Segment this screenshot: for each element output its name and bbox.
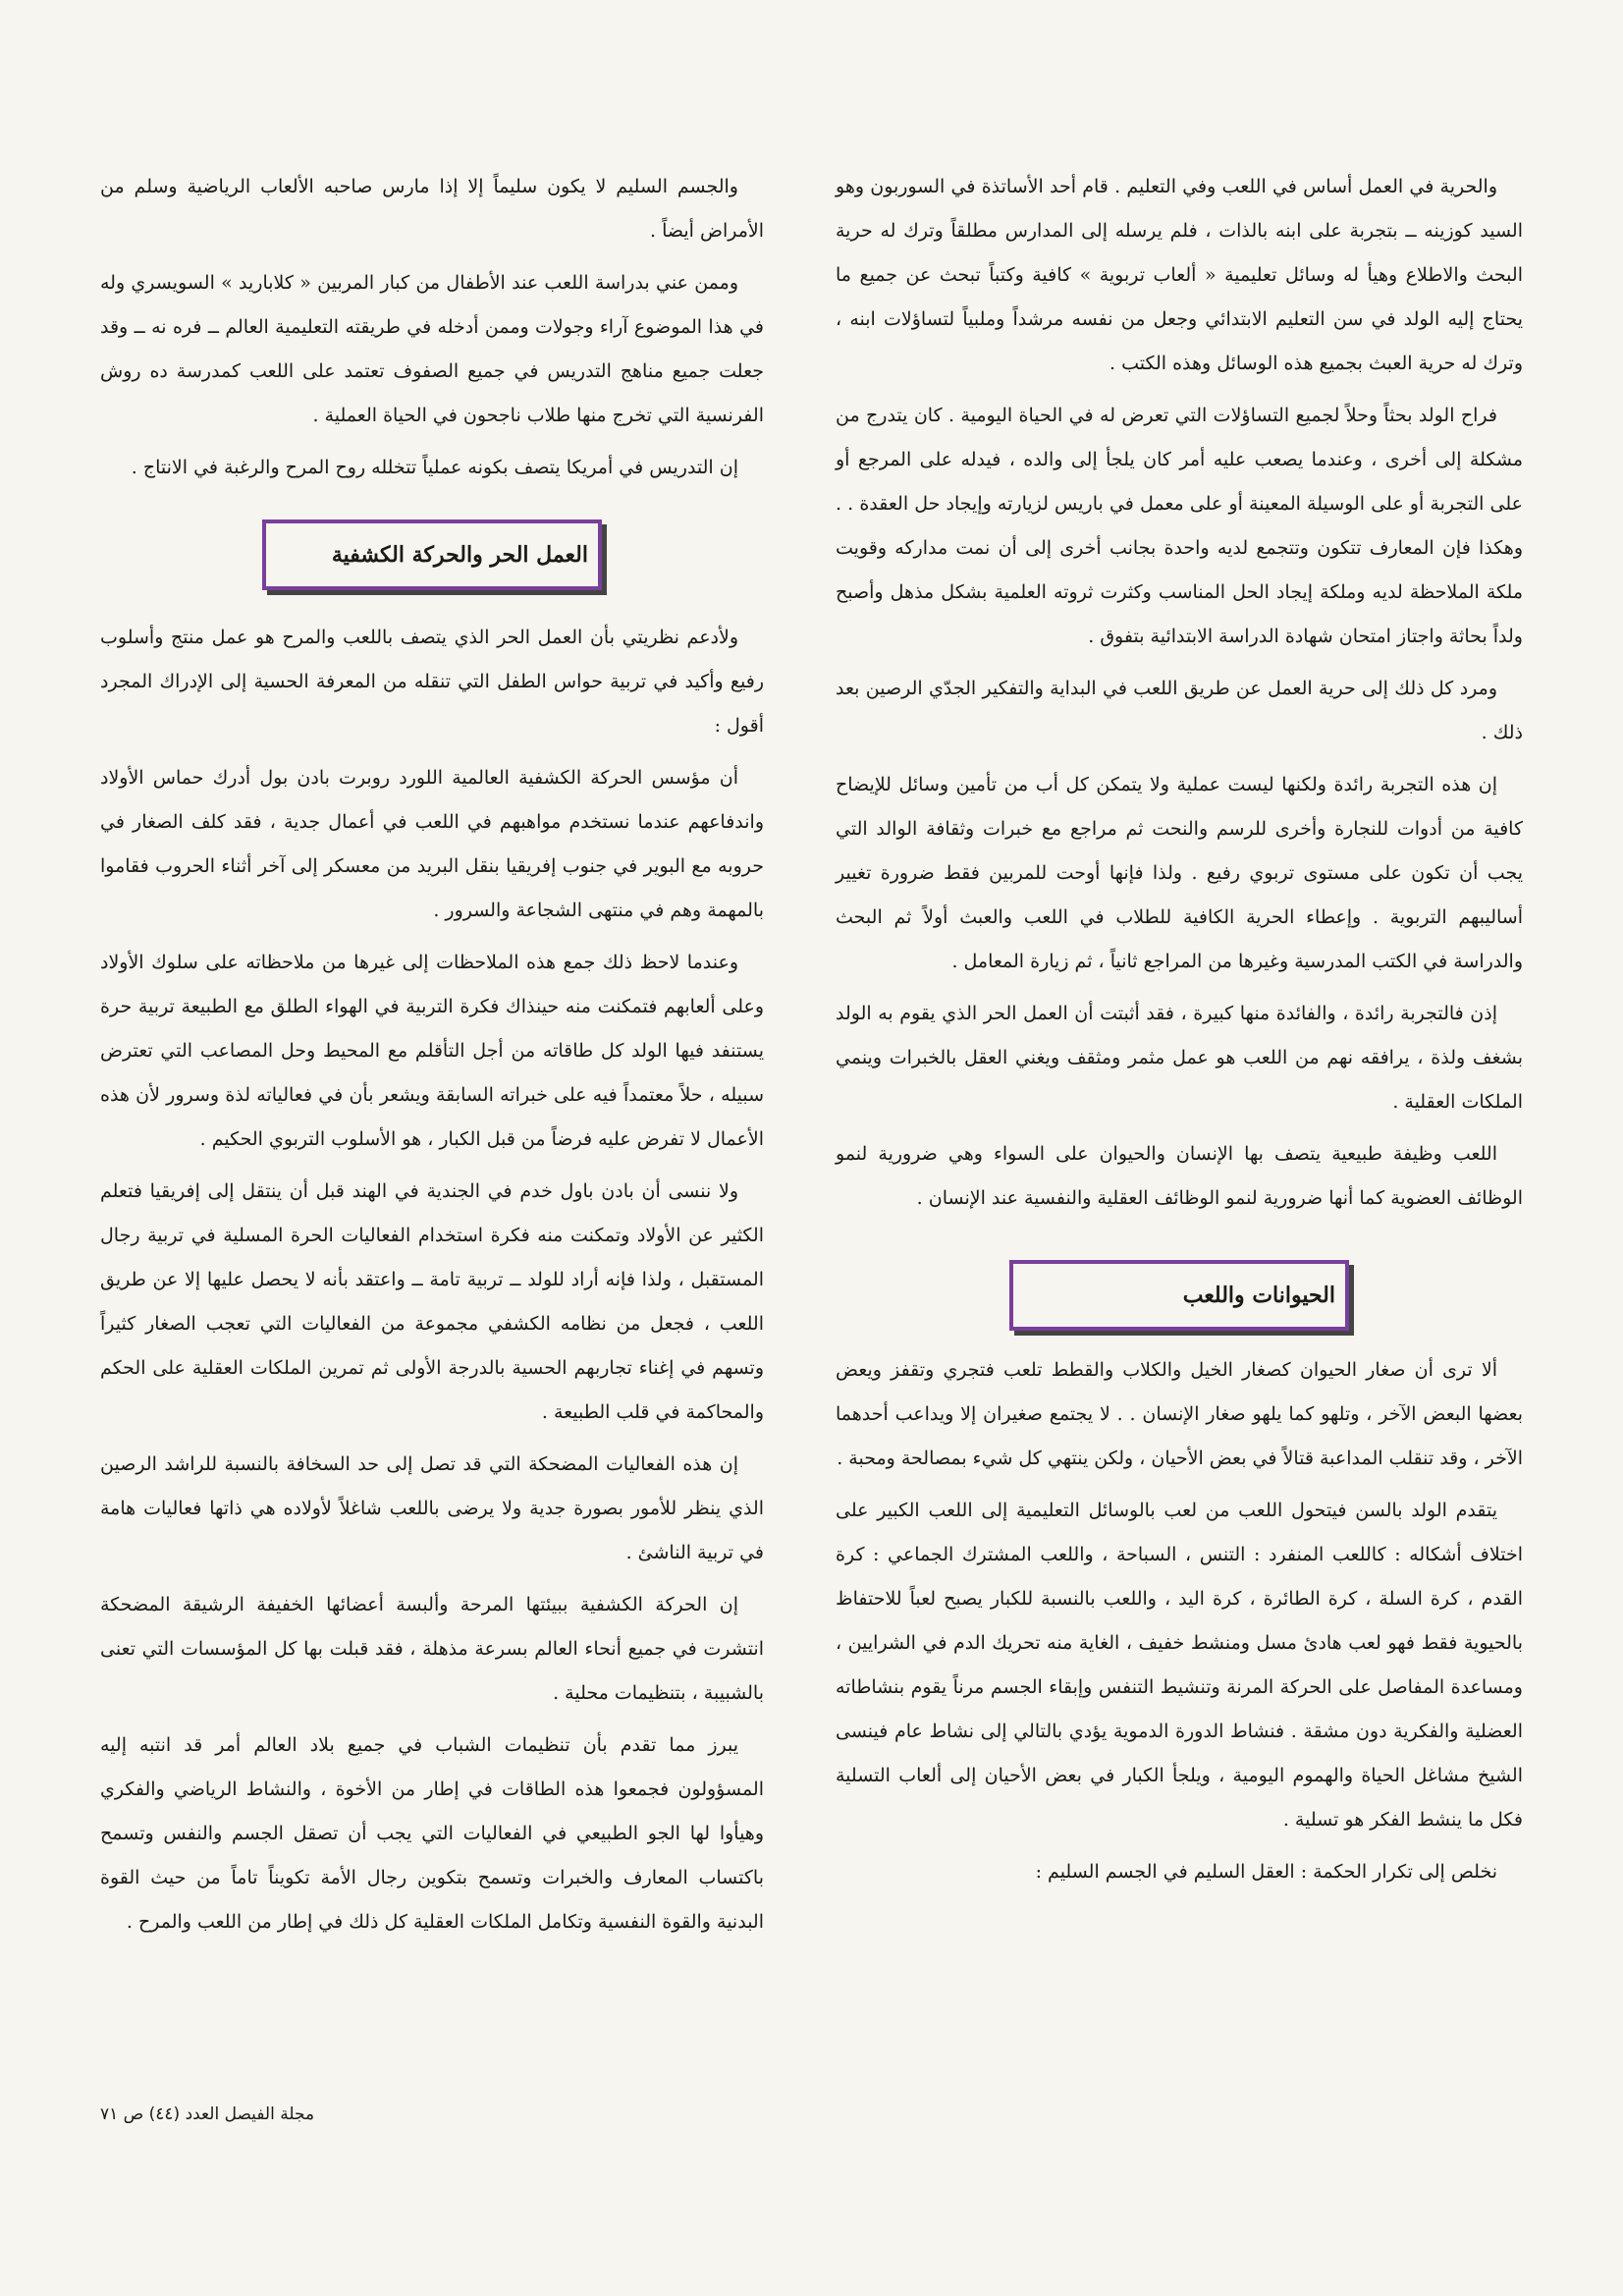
paragraph: وممن عني بدراسة اللعب عند الأطفال من كبار المربين « كلاباريد » السويسري وله في هذا الموضوع آراء وجولات وممن أدخله في طريقته التعليمية العالم ــ فره نه ــ وقد جعلت جميع مناهج التدريس في جميع الصفوف تعتمد على اللعب كمدرسة ده روش الفرنسية التي تخرج منها طلاب ناجحون في الحياة العملية . [100,272,764,426]
section-heading-animals-and-play: الحيوانات واللعب [1009,1260,1349,1331]
paragraph: نخلص إلى تكرار الحكمة : العقل السليم في الجسم السليم : [1035,1861,1497,1883]
paragraph: والجسم السليم لا يكون سليماً إلا إذا مارس صاحبه الألعاب الرياضية وسلم من الأمراض أيضاً . [100,176,764,242]
left-column [100,165,764,1952]
paragraph: ولأدعم نظريتي بأن العمل الحر الذي يتصف باللعب والمرح هو عمل منتج وأسلوب رفيع وأكيد في تربية حواس الطفل التي تنقله من المعرفة الحسية إلى الإدراك المجرد أقول : [100,627,764,737]
paragraph: ألا ترى أن صغار الحيوان كصغار الخيل والكلاب والقطط تلعب فتجري وتقفز ويعض بعضها البعض الآخر ، وتلهو كما يلهو صغار الإنسان . . لا يجتمع صغيران إلا ويداعب أحدهما الآخر ، وقد تنقلب المداعبة قتالاً في بعض الأحيان ، ولكن ينتهي كل شيء بمصالحة ومحبة . [836,1359,1523,1469]
section-heading-free-work-scouting: العمل الحر والحركة الكشفية [262,519,602,590]
paragraph: فراح الولد بحثاً وحلاً لجميع التساؤلات التي تعرض له في الحياة اليومية . كان يتدرج من مشكلة إلى أخرى ، وعندما يصعب عليه أمر كان يلجأ إلى والده ، فيدله على المرجع أو على التجربة أو على الوسيلة المعينة أو على معمل في باريس لزيارته وإيجاد حل العقدة . . وهكذا فإن المعارف تتكون وتتجمع لديه واحدة بجانب أخرى إلى أن نمت مداركه وقويت ملكة الملاحظة لديه وملكة إيجاد الحل المناسب وكثرت ثروته العلمية بشكل مذهل وأصبح ولداً بحاثة واجتاز امتحان شهادة الدراسة الابتدائية بتفوق . [836,405,1523,647]
paragraph: والحرية في العمل أساس في اللعب وفي التعليم . قام أحد الأساتذة في السوربون وهو السيد كوزينه ــ بتجربة على ابنه بالذات ، فلم يرسله إلى المدارس مطلقاً وترك له حرية البحث والاطلاع وهيأ له وسائل تعليمية « ألعاب تربوية » كافية وكتباً تبحث عن جميع ما يحتاج إليه الولد في سن التعليم الابتدائي وجعل من نفسه مرشداً وملبياً لتساؤلات ابنه ، وترك له حرية العبث بجميع هذه الوسائل وهذه الكتب . [836,176,1523,374]
right-column [836,165,1523,1902]
page-footer: مجلة الفيصل العدد (٤٤) ص ٧١ [100,2105,315,2124]
paragraph: يبرز مما تقدم بأن تنظيمات الشباب في جميع بلاد العالم أمر قد انتبه إليه المسؤولون فجمعوا هذه الطاقات في إطار من الأخوة ، والنشاط الرياضي والفكري وهيأوا لها الجو الطبيعي في الفعاليات التي يجب أن تصقل الجسم والنفس وتسمح باكتساب المعارف والخبرات وتسمح بتكوين رجال الأمة تكويناً تاماً من حيث القوة البدنية والقوة النفسية وتكامل الملكات العقلية كل ذلك في إطار من اللعب والمرح . [100,1734,764,1933]
paragraph: أن مؤسس الحركة الكشفية العالمية اللورد روبرت بادن بول أدرك حماس الأولاد واندفاعهم عندما نستخدم مواهبهم في اللعب في أعمال جدية ، فقد كلف الصغار في حروبه مع البوير في جنوب إفريقيا بنقل البريد من معسكر إلى آخر أثناء الحروب فقاموا بالمهمة وهم في منتهى الشجاعة والسرور . [100,767,764,921]
paragraph: إن هذه الفعاليات المضحكة التي قد تصل إلى حد السخافة بالنسبة للراشد الرصين الذي ينظر للأمور بصورة جدية ولا يرضى باللعب شاغلاً لأولاده هي ذاتها فعاليات هامة في تربية الناشئ . [100,1453,764,1563]
paragraph: إن هذه التجربة رائدة ولكنها ليست عملية ولا يتمكن كل أب من تأمين وسائل للإيضاح كافية من أدوات للنجارة وأخرى للرسم والنحت ثم مراجع مع خبرات وثقافة الوالد التي يجب أن تكون على مستوى تربوي رفيع . ولذا فإنها أوحت للمربين فقط ضرورة تغيير أساليبهم التربوية . وإعطاء الحرية الكافية للطلاب في اللعب والعبث أولاً ثم البحث والدراسة في الكتب المدرسية وغيرها من المراجع ثانياً ، ثم زيارة المعامل . [836,774,1523,972]
paragraph: إذن فالتجربة رائدة ، والفائدة منها كبيرة ، فقد أثبتت أن العمل الحر الذي يقوم به الولد بشغف ولذة ، يرافقه نهم من اللعب هو عمل مثمر ومثقف ويغني العقل بالخبرات وينمي الملكات العقلية . [836,1003,1523,1113]
paragraph: ولا ننسى أن بادن باول خدم في الجندية في الهند قبل أن ينتقل إلى إفريقيا فتعلم الكثير عن الأولاد وتمكنت منه فكرة استخدام الفعاليات الحرة المسلية في تربية رجال المستقبل ، ولذا فإنه أراد للولد ــ تربية تامة ــ واعتقد بأنه لا يحصل عليها إلا عن طريق اللعب ، فجعل من نظامه الكشفي مجموعة من الفعاليات التي تعجب الصغار كثيراً وتسهم في إغناء تجاربهم الحسية بالدرجة الأولى ثم تمرين الملكات العقلية على الحكم والمحاكمة في قلب الطبيعة . [100,1180,764,1423]
paragraph: اللعب وظيفة طبيعية يتصف بها الإنسان والحيوان على السواء وهي ضرورية لنمو الوظائف العضوية كما أنها ضرورية لنمو الوظائف العقلية والنفسية عند الإنسان . [836,1143,1523,1209]
paragraph: إن الحركة الكشفية ببيئتها المرحة وألبسة أعضائها الخفيفة الرشيقة المضحكة انتشرت في جميع أنحاء العالم بسرعة مذهلة ، فقد قبلت بها كل المؤسسات التي تعنى بالشبيبة ، بتنظيمات محلية . [100,1594,764,1704]
paragraph: يتقدم الولد بالسن فيتحول اللعب من لعب بالوسائل التعليمية إلى اللعب الكبير على اختلاف أشكاله : كاللعب المنفرد : التنس ، السباحة ، واللعب المشترك الجماعي : كرة القدم ، كرة السلة ، كرة الطائرة ، كرة اليد ، واللعب بالنسبة للكبار يصبح لعباً للاحتفاظ بالحيوية فقط فهو لعب هادئ مسل ومنشط خفيف ، الغاية منه تحريك الدم في الشرايين ، ومساعدة المفاصل على الحركة المرنة وتنشيط التنفس وإبقاء الجسم مرناً يقوم بنشاطاته العضلية والفكرية دون مشقة . فنشاط الدورة الدموية يؤدي بالتالي إلى نشاط عام فينسى الشيخ مشاغل الحياة والهموم اليومية ، ويلجأ الكبار في بعض الأحيان إلى ألعاب التسلية فكل ما ينشط الفكر هو تسلية . [836,1500,1523,1831]
paragraph: ومرد كل ذلك إلى حرية العمل عن طريق اللعب في البداية والتفكير الجدّي الرصين بعد ذلك . [836,678,1523,743]
paragraph: وعندما لاحظ ذلك جمع هذه الملاحظات إلى غيرها من ملاحظاته على سلوك الأولاد وعلى ألعابهم فتمكنت منه حينذاك فكرة التربية في الهواء الطلق مع الطبيعة تربية حرة يستنفد فيها الولد كل طاقاته من أجل التأقلم مع المحيط وحل المصاعب التي تعترض سبيله ، حلاً معتمداً فيه على خبراته السابقة ويشعر بأن في فعالياته لذة وسرور لأن هذه الأعمال لا تفرض عليه فرضاً من قبل الكبار ، هو الأسلوب التربوي الحكيم . [100,952,764,1150]
paragraph: إن التدريس في أمريكا يتصف بكونه عملياً تتخلله روح المرح والرغبة في الانتاج . [131,457,738,478]
